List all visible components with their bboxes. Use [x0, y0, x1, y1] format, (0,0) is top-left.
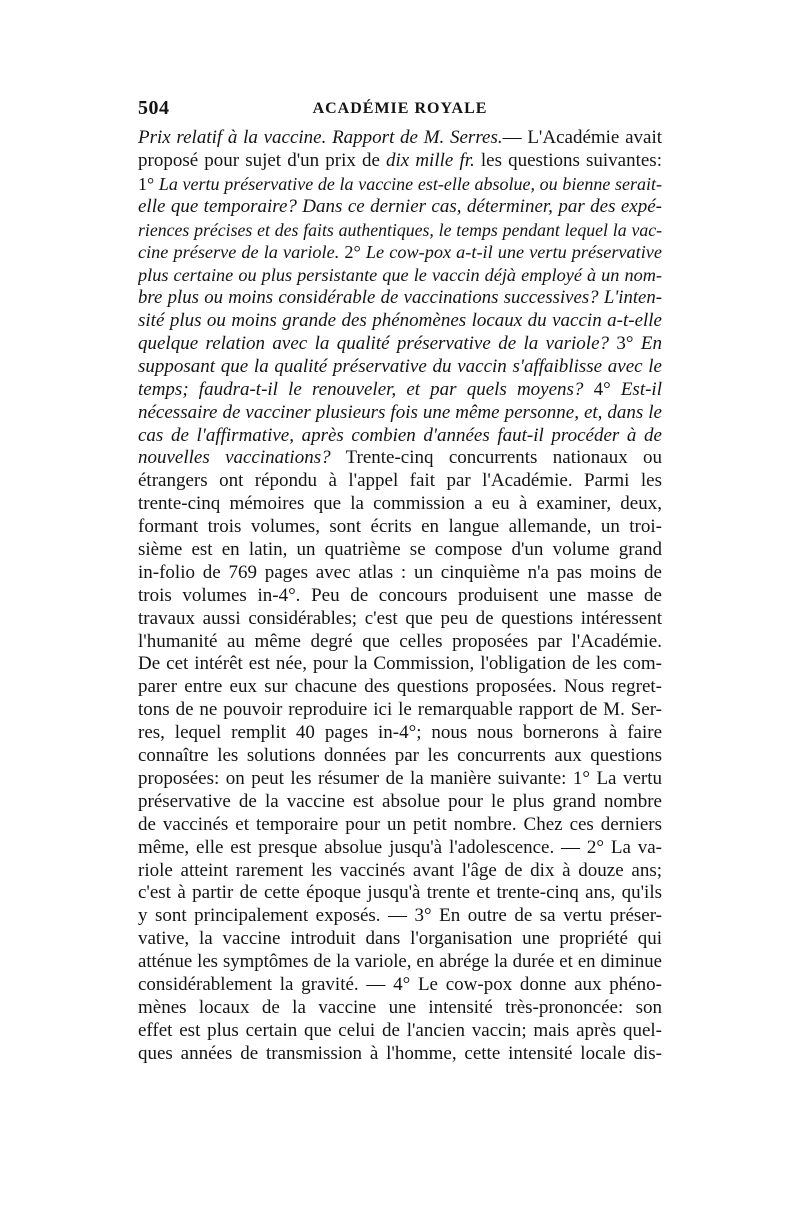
text-segment: Trente-cinq concurrents nationaux ou: [330, 447, 662, 469]
text-segment: l'humanité au même degré que celles proposées par l'Académie.: [138, 630, 662, 652]
text-line: [138, 974, 662, 997]
text-line: [138, 425, 662, 448]
text-line: [138, 219, 662, 242]
text-segment: préservative de la vaccine est absolue pour le plus grand nombre: [138, 790, 662, 812]
text-segment: y sont principalement exposés. — 3° En outre de sa vertu préser-: [138, 905, 662, 927]
text-line: [138, 402, 662, 425]
text-line: [138, 379, 662, 402]
text-line: [138, 493, 662, 516]
text-line: [138, 631, 662, 654]
text-segment: les questions suivantes:: [474, 149, 662, 171]
text-segment: proposé pour sujet d'un prix de: [138, 149, 387, 171]
text-line: [138, 1020, 662, 1043]
text-line: [138, 814, 662, 837]
text-line: [138, 287, 662, 310]
text-segment: trente-cinq mémoires que la commission a eu à examiner, deux,: [138, 493, 662, 515]
text-line: [138, 264, 662, 287]
text-line: [138, 997, 662, 1020]
text-line: [138, 699, 662, 722]
italic-text-segment: cas de l'affirmative, après combien d'années faut-il procéder à de: [138, 424, 662, 446]
italic-text-segment: plus certaine ou plus persistante que le vaccin déjà employé à un nom-: [138, 265, 662, 286]
text-segment: 1°: [138, 173, 159, 194]
italic-text-segment: nouvelles vaccinations?: [138, 447, 331, 469]
text-segment: mènes locaux de la vaccine une intensité très-prononcée: son: [138, 996, 662, 1018]
text-segment: trois volumes in-4°. Peu de concours produisent une masse de: [138, 584, 662, 606]
text-segment: considérablement la gravité. — 4° Le cow-pox donne aux phéno-: [138, 973, 662, 995]
italic-text-segment: nécessaire de vacciner plusieurs fois une même personne, et, dans le: [138, 401, 662, 423]
text-line: [138, 127, 662, 150]
text-segment: de vaccinés et temporaire pour un petit nombre. Chez ces derniers: [138, 813, 662, 835]
text-segment: même, elle est presque absolue jusqu'à l'adolescence. — 2° La va-: [138, 836, 662, 858]
text-line: [138, 745, 662, 768]
italic-text-segment: La vertu préservative de la vaccine est-elle absolue, ou bienne serait-: [158, 173, 662, 194]
text-line: [138, 608, 662, 631]
text-segment: De cet intérêt est née, pour la Commission, l'obligation de les com-: [138, 653, 662, 675]
text-line: [138, 150, 662, 173]
text-segment: parer entre eux sur chacune des questions proposées. Nous regret-: [138, 676, 662, 698]
text-line: [138, 860, 662, 883]
italic-text-segment: supposant que la qualité préservative du vaccin s'affaiblisse avec le: [138, 355, 662, 377]
text-line: [138, 562, 662, 585]
text-line: [138, 951, 662, 974]
italic-text-segment: sité plus ou moins grande des phénomènes locaux du vaccin a-t-elle: [138, 310, 662, 332]
text-segment: 4°: [583, 378, 621, 400]
text-line: [138, 310, 662, 333]
page-number: 504: [138, 97, 170, 119]
text-line: [138, 768, 662, 791]
italic-text-segment: quelque relation avec la qualité préservative de la variole?: [138, 333, 609, 355]
body-text: [138, 127, 662, 1066]
text-segment: c'est à partir de cette époque jusqu'à trente et trente-cinq ans, qu'ils: [138, 882, 662, 904]
text-line: [138, 173, 662, 196]
italic-text-segment: riences précises et des faits authentiques, le temps pendant lequel la vac-: [138, 219, 662, 240]
text-line: [138, 791, 662, 814]
text-segment: atténue les symptômes de la variole, en abrége la durée et en diminue: [138, 951, 662, 973]
text-line: [138, 676, 662, 699]
italic-text-segment: Est-il: [620, 378, 662, 400]
text-line: [138, 447, 662, 470]
text-line: [138, 653, 662, 676]
text-line: [138, 928, 662, 951]
text-segment: — L'Académie avait: [502, 127, 662, 148]
text-segment: sième est en latin, un quatrième se compose d'un volume grand: [138, 539, 662, 561]
text-segment: vative, la vaccine introduit dans l'organisation une propriété qui: [138, 928, 662, 950]
text-line: [138, 837, 662, 860]
text-line: [138, 539, 662, 562]
text-line: [138, 882, 662, 905]
text-line: [138, 585, 662, 608]
italic-text-segment: bre plus ou moins considérable de vaccinations successives? L'inten-: [138, 287, 662, 309]
text-segment: connaître les solutions données par les concurrents aux questions: [138, 745, 662, 767]
italic-text-segment: temps; faudra-t-il le renouveler, et par quels moyens?: [138, 378, 584, 400]
italic-text-segment: En: [640, 333, 662, 355]
italic-text-segment: Le cow-pox a-t-il une vertu préservative: [365, 242, 662, 263]
running-head: ACADÉMIE ROYALE: [312, 100, 488, 117]
text-segment: riole atteint rarement les vaccinés avant l'âge de dix à douze ans;: [138, 859, 662, 881]
text-line: [138, 905, 662, 928]
text-segment: tons de ne pouvoir reproduire ici le remarquable rapport de M. Ser-: [138, 699, 662, 721]
italic-text-segment: cine préserve de la variole.: [138, 242, 340, 263]
text-segment: travaux aussi considérables; c'est que peu de questions intéressent: [138, 607, 662, 629]
page-header: [138, 97, 662, 125]
text-line: [138, 516, 662, 539]
italic-text-segment: dix mille fr.: [386, 149, 475, 171]
italic-text-segment: Prix relatif à la vaccine. Rapport de M. Serres.: [138, 127, 503, 148]
text-segment: étrangers ont répondu à l'appel fait par l'Académie. Parmi les: [138, 470, 662, 492]
text-segment: effet est plus certain que celui de l'ancien vaccin; mais après quel-: [138, 1019, 662, 1041]
italic-text-segment: elle que temporaire? Dans ce dernier cas, déterminer, par des expé-: [138, 195, 662, 217]
text-line: [138, 1043, 662, 1066]
text-segment: formant trois volumes, sont écrits en langue allemande, un troi-: [138, 516, 662, 538]
text-line: [138, 333, 662, 356]
text-line: [138, 241, 662, 264]
text-line: [138, 196, 662, 219]
text-segment: 3°: [609, 333, 641, 355]
text-segment: proposées: on peut les résumer de la manière suivante: 1° La vertu: [138, 767, 662, 789]
text-segment: 2°: [339, 242, 366, 263]
text-line: [138, 470, 662, 493]
text-line: [138, 356, 662, 379]
text-segment: in-folio de 769 pages avec atlas : un cinquième n'a pas moins de: [138, 561, 662, 583]
text-segment: res, lequel remplit 40 pages in-4°; nous nous bornerons à faire: [138, 722, 662, 744]
text-line: [138, 722, 662, 745]
text-segment: ques années de transmission à l'homme, cette intensité locale dis-: [138, 1042, 662, 1064]
